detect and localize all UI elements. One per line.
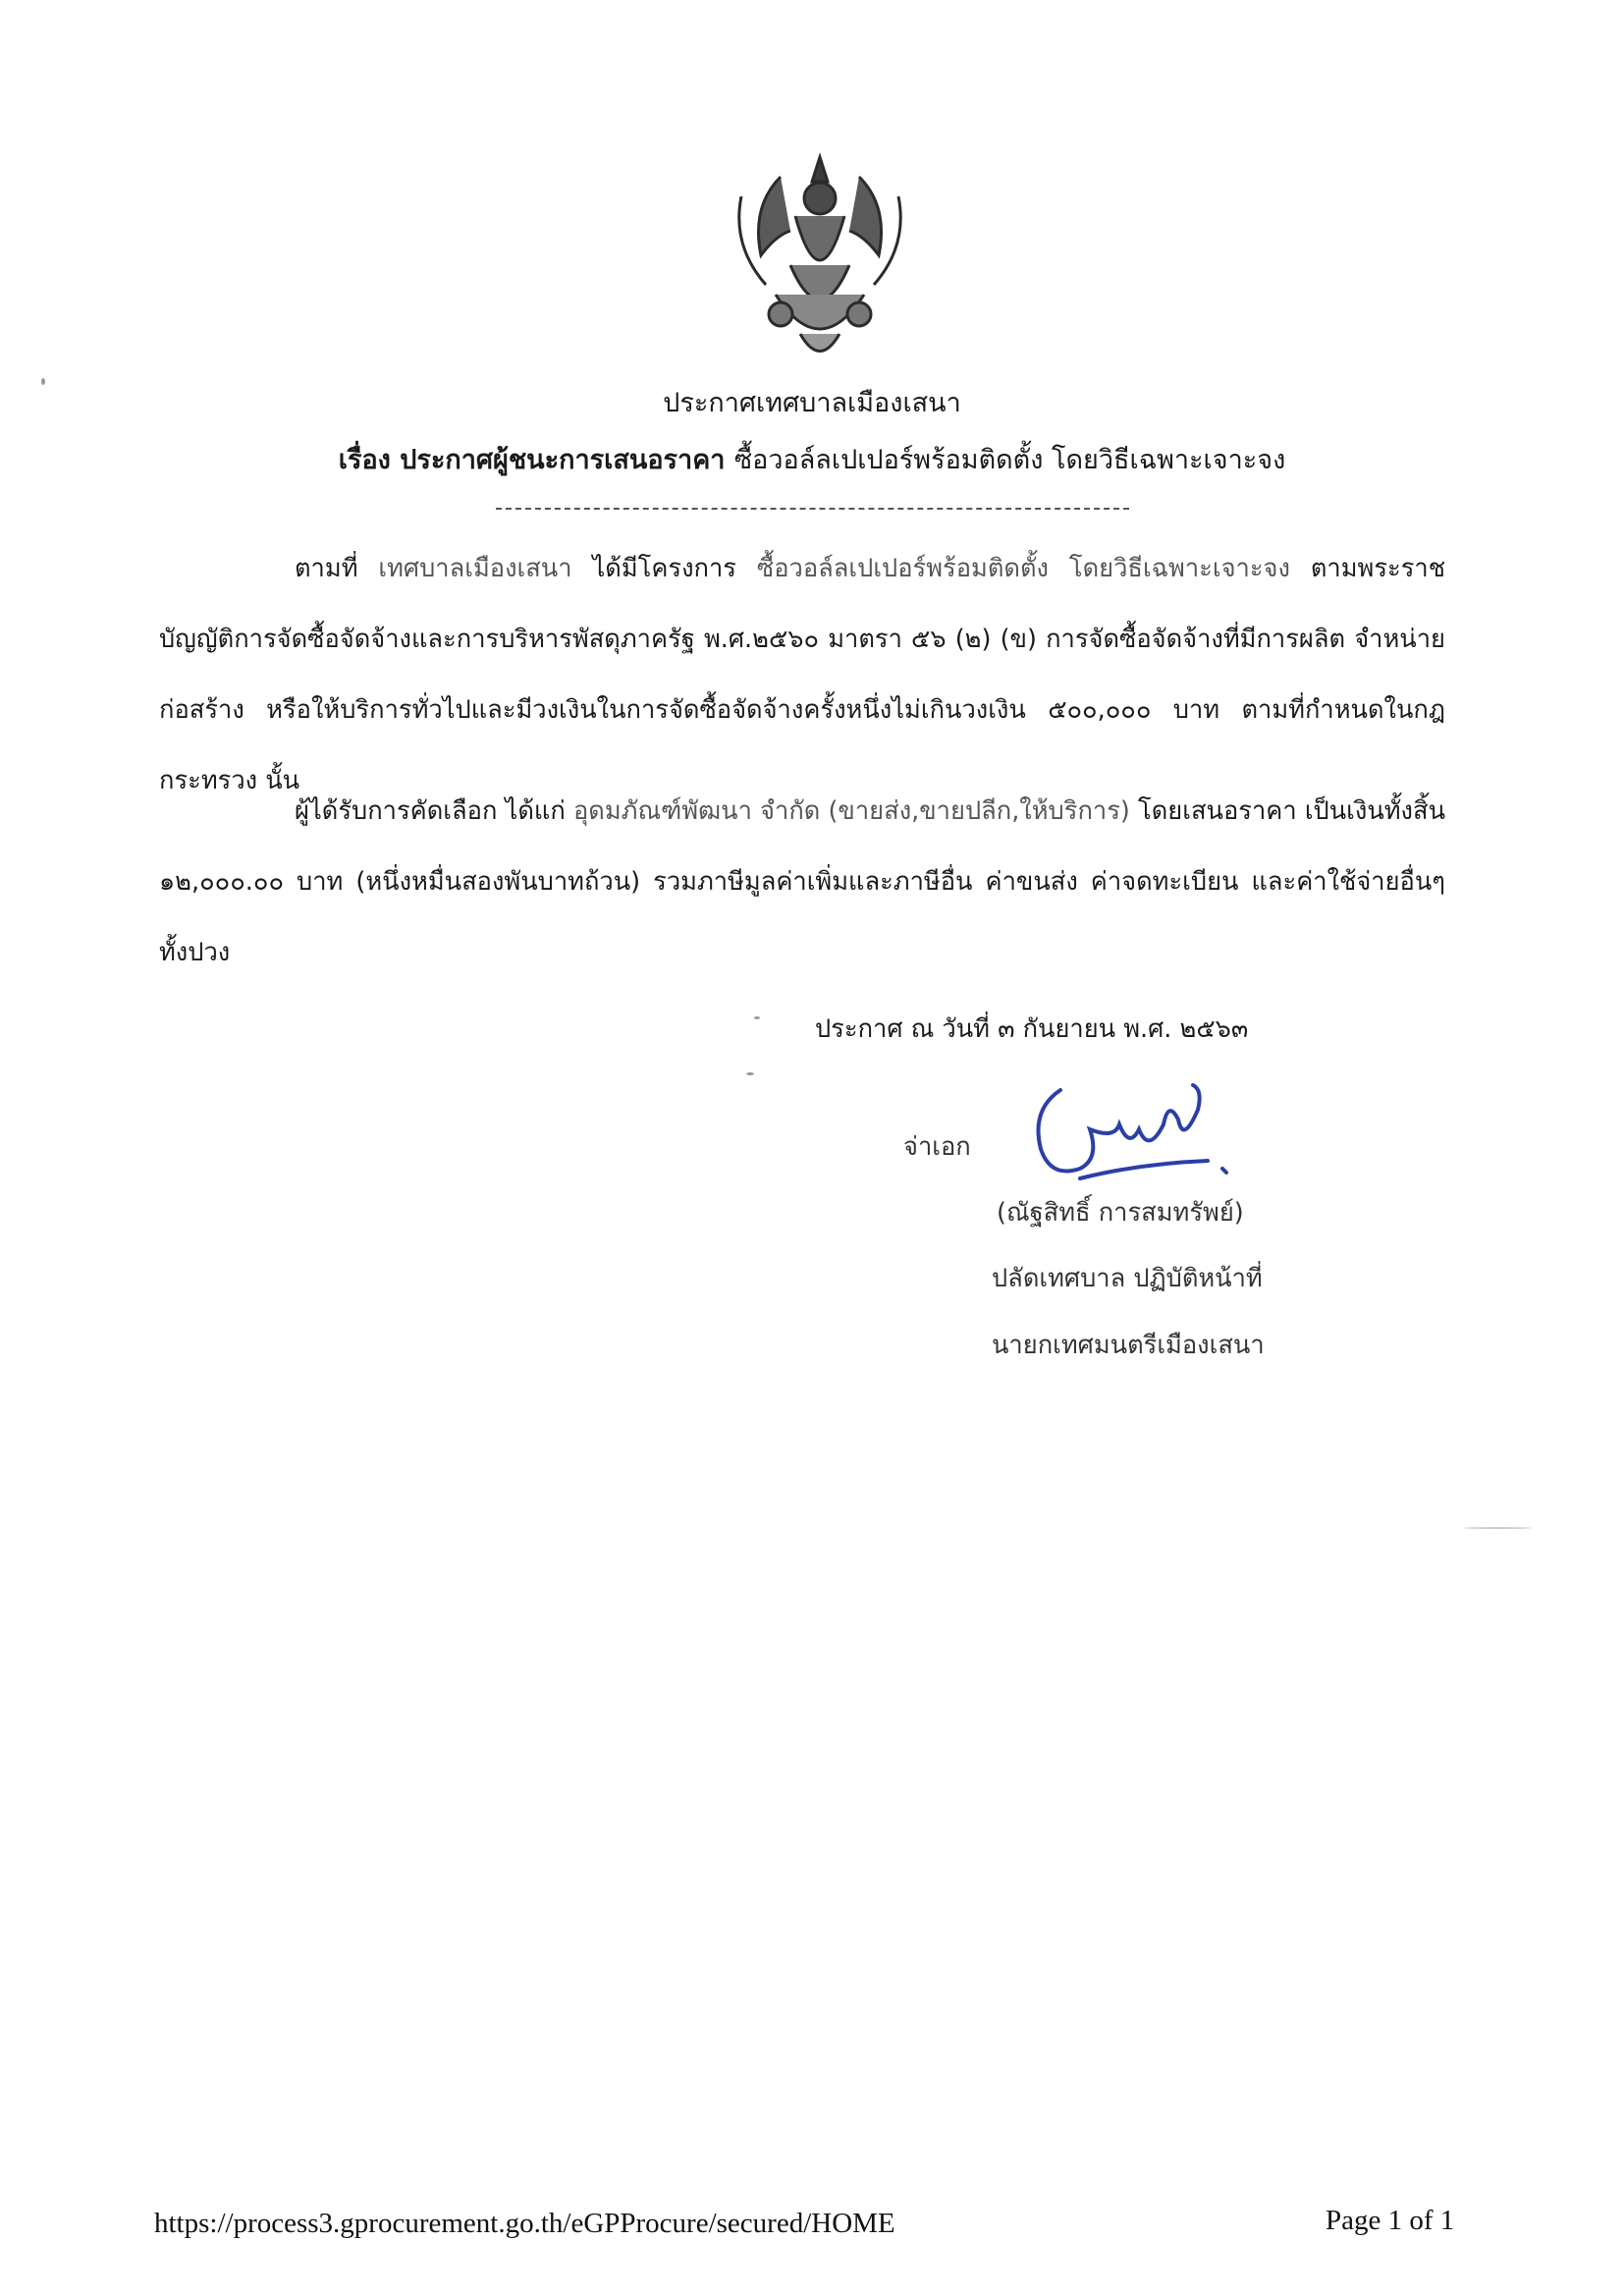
p1-org: เทศบาลเมืองเสนา [378,554,572,583]
signer-position-2: นายกเทศมนตรีเมืองเสนา [992,1331,1265,1360]
paragraph-2 [159,776,1445,988]
p1-rest: ตามพระราชบัญญัติการจัดซื้อจัดจ้างและการบริหารพัสดุภาครัฐ พ.ศ.๒๕๖๐ มาตรา ๕๖ (๒) (ข) การจัดซื้อจัดจ้างที่มีการผลิต จำหน่าย ก่อสร้าง หรือให้บริการทั่วไปและมีวงเงินในการจัดซื้อจัดจ้างครั้งหนึ่งไม่เกินวงเงิน ๕๐๐,๐๐๐ บาท ตามที่กำหนดในกฎกระทรวง นั้น [159,554,1446,795]
subject-item: ซื้อวอล์ลเปเปอร์พร้อมติดตั้ง โดยวิธีเฉพาะเจาะจง [733,445,1286,475]
scan-speck [754,1016,760,1019]
scan-speck [746,1072,754,1075]
scan-speck [41,378,45,385]
p2-amount: ๑๒,๐๐๐.๐๐ บาท (หนึ่งหมื่นสองพันบาทถ้วน) [159,867,641,897]
p2-lead: ผู้ได้รับการคัดเลือก ได้แก่ [295,796,566,826]
p1-mid: ได้มีโครงการ [592,554,737,583]
signer-position-1: ปลัดเทศบาล ปฏิบัติหน้าที่ [992,1264,1263,1293]
date-label: ประกาศ ณ วันที่ [815,1014,990,1044]
paragraph-1 [159,533,1445,816]
signer-rank: จ่าเอก [903,1132,971,1162]
handwritten-signature [1021,1070,1247,1198]
p2-vendor: อุดมภัณฑ์พัฒนา จำกัด (ขายส่ง,ขายปลีก,ให้บริการ) [572,796,1130,826]
garuda-emblem-icon [722,137,918,373]
document-subject [0,438,1624,480]
subject-label: เรื่อง ประกาศผู้ชนะการเสนอราคา [338,445,726,475]
p1-project: ซื้อวอล์ลเปเปอร์พร้อมติดตั้ง โดยวิธีเฉพาะเจาะจง [756,554,1290,583]
p2-offer: โดยเสนอราคา เป็นเงินทั้งสิ้น [1138,796,1446,826]
signer-name: (ณัฐสิทธิ์ การสมทรัพย์) [997,1198,1244,1228]
date-value: ๓ กันยายน พ.ศ. ๒๕๖๓ [998,1014,1249,1044]
separator-rule [496,508,1129,510]
scan-speck [1463,1527,1532,1529]
announcement-date [815,1010,1248,1049]
page-number: Page 1 of 1 [1326,2205,1455,2236]
document-title: ประกาศเทศบาลเมืองเสนา [663,388,961,418]
p2-rest: รวมภาษีมูลค่าเพิ่มและภาษีอื่น ค่าขนส่ง ค่าจดทะเบียน และค่าใช้จ่ายอื่นๆ ทั้งปวง [159,867,1446,967]
source-url: https://process3.gprocurement.go.th/eGPProcure/secured/HOME [154,2208,895,2239]
p1-lead: ตามที่ [295,554,358,583]
